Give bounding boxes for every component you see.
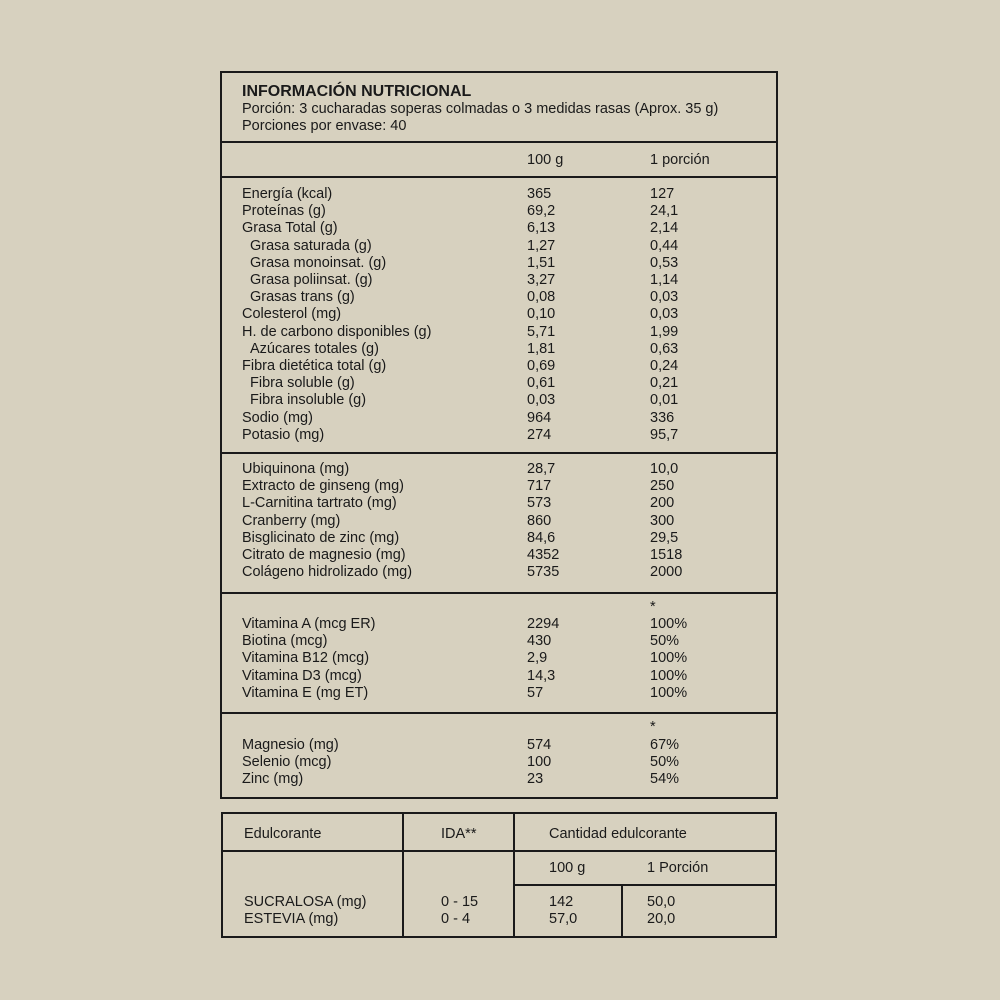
nutrient-row: [222, 341, 776, 358]
value-portion: 50%: [650, 754, 680, 771]
value-100g: 0,69: [527, 358, 556, 374]
nutrient-row: [222, 495, 776, 512]
value-portion: 336: [650, 409, 675, 426]
value-100g: 860: [527, 512, 552, 529]
nutrient-row: [222, 392, 776, 409]
nutrient-name: Grasa monoinsat. (g): [250, 254, 387, 271]
value-100g: 28,7: [527, 461, 556, 477]
nutrient-name: Sodio (mg): [242, 409, 313, 426]
nutrient-name: Vitamina D3 (mcg): [242, 667, 362, 684]
value-100g: 1,27: [527, 237, 556, 254]
portion-text: Porción: 3 cucharadas soperas colmadas o 3 medidas rasas (Aprox. 35 g): [242, 101, 719, 117]
value-100g: 964: [527, 409, 552, 426]
value-portion: 0,03: [650, 306, 679, 323]
nutrient-row: [222, 358, 776, 375]
sweetener-row-portion: 20,0: [647, 911, 676, 927]
nutrient-name: Grasa poliinsat. (g): [250, 272, 373, 288]
value-portion: 200: [650, 495, 675, 512]
value-portion: 10,0: [650, 461, 679, 477]
sweetener-row-name: SUCRALOSA (mg): [244, 894, 367, 910]
divider: [222, 176, 776, 178]
value-portion: 67%: [650, 737, 680, 753]
value-100g: 274: [527, 426, 552, 443]
asterisk-note: *: [650, 719, 656, 735]
value-100g: 1,51: [527, 254, 556, 271]
nutrient-row: [222, 668, 776, 685]
nutrient-name: Citrato de magnesio (mg): [242, 547, 406, 563]
value-100g: 0,10: [527, 306, 556, 323]
value-100g: 84,6: [527, 529, 556, 546]
value-100g: 0,61: [527, 375, 556, 392]
divider: [513, 884, 775, 886]
nutrient-name: Vitamina E (mg ET): [242, 684, 369, 701]
sweetener-row-name: ESTEVIA (mg): [244, 911, 339, 927]
value-portion: 127: [650, 186, 675, 202]
nutrient-name: Magnesio (mg): [242, 737, 339, 753]
nutrient-name: Grasas trans (g): [250, 289, 355, 306]
nutrient-name: Zinc (mg): [242, 771, 304, 788]
asterisk-note: *: [650, 599, 656, 615]
value-portion: 1,99: [650, 323, 679, 340]
nutrient-name: Fibra soluble (g): [250, 375, 355, 392]
nutrient-row: [222, 737, 776, 754]
nutrient-name: Selenio (mcg): [242, 754, 332, 771]
sweetener-col-name: Edulcorante: [244, 826, 322, 842]
value-portion: 0,03: [650, 289, 679, 306]
value-portion: 50%: [650, 633, 680, 650]
value-100g: 573: [527, 495, 552, 512]
nutrient-row: [222, 255, 776, 272]
value-100g: 430: [527, 633, 552, 650]
sweetener-row-100g: 57,0: [549, 911, 578, 927]
nutrient-name: Bisglicinato de zinc (mg): [242, 529, 400, 546]
nutrient-row: [222, 564, 776, 581]
nutrient-name: Fibra insoluble (g): [250, 392, 367, 409]
divider: [222, 592, 776, 594]
value-portion: 2000: [650, 564, 683, 581]
nutrient-name: Ubiquinona (mg): [242, 461, 350, 477]
value-portion: 24,1: [650, 203, 679, 220]
value-100g: 57: [527, 684, 544, 701]
nutrient-name: Colesterol (mg): [242, 306, 342, 323]
nutrient-row: [222, 238, 776, 255]
nutrient-row: [222, 754, 776, 771]
sweetener-row-ida: 0 - 15: [441, 894, 479, 910]
value-100g: 14,3: [527, 667, 556, 684]
sweetener-sub-portion: 1 Porción: [647, 860, 709, 876]
value-100g: 2294: [527, 616, 560, 632]
value-100g: 100: [527, 754, 552, 771]
value-portion: 1,14: [650, 272, 679, 288]
value-100g: 69,2: [527, 203, 556, 220]
divider: [402, 814, 404, 936]
value-100g: 5,71: [527, 323, 556, 340]
value-portion: 0,63: [650, 340, 679, 357]
nutrient-name: Extracto de ginseng (mg): [242, 478, 404, 495]
nutrient-name: Grasa saturada (g): [250, 237, 372, 254]
value-100g: 6,13: [527, 220, 556, 237]
nutrient-row: [222, 410, 776, 427]
value-portion: 0,01: [650, 392, 679, 409]
sweetener-col-ida: IDA**: [441, 826, 477, 842]
value-portion: 100%: [650, 616, 688, 632]
value-portion: 0,53: [650, 254, 679, 271]
divider: [222, 712, 776, 714]
servings-text: Porciones por envase: 40: [242, 118, 407, 134]
value-100g: 23: [527, 771, 544, 788]
divider: [222, 141, 776, 143]
nutrient-name: Potasio (mg): [242, 426, 325, 443]
value-portion: 100%: [650, 650, 688, 667]
nutrient-row: [222, 186, 776, 203]
value-portion: 0,24: [650, 358, 679, 374]
column-header-portion: 1 porción: [650, 152, 710, 168]
nutrient-name: Colágeno hidrolizado (mg): [242, 564, 413, 581]
value-100g: 5735: [527, 564, 560, 581]
nutrient-row: [222, 547, 776, 564]
column-header-100g: 100 g: [527, 152, 564, 168]
nutrient-row: [222, 616, 776, 633]
value-portion: 1518: [650, 547, 683, 563]
value-100g: 3,27: [527, 272, 556, 288]
value-100g: 1,81: [527, 340, 556, 357]
nutrient-row: [222, 513, 776, 530]
value-100g: 0,08: [527, 289, 556, 306]
nutrient-row: [222, 530, 776, 547]
sweetener-col-amount: Cantidad edulcorante: [549, 826, 687, 842]
nutrient-name: Biotina (mcg): [242, 633, 328, 650]
nutrient-row: [222, 324, 776, 341]
nutrient-row: [222, 771, 776, 788]
nutrient-row: [222, 289, 776, 306]
nutrient-row: [222, 220, 776, 237]
divider: [621, 884, 623, 936]
value-portion: 250: [650, 478, 675, 495]
nutrient-row: [222, 478, 776, 495]
divider: [223, 850, 775, 852]
value-100g: 4352: [527, 547, 560, 563]
value-portion: 54%: [650, 771, 680, 788]
sweetener-table: [221, 812, 777, 938]
value-portion: 0,21: [650, 375, 679, 392]
value-100g: 574: [527, 737, 552, 753]
nutrient-name: L-Carnitina tartrato (mg): [242, 495, 397, 512]
value-portion: 100%: [650, 684, 688, 701]
nutrition-table: [220, 71, 778, 799]
value-100g: 365: [527, 186, 552, 202]
value-portion: 29,5: [650, 529, 679, 546]
nutrient-name: Grasa Total (g): [242, 220, 338, 237]
divider: [513, 814, 515, 936]
sweetener-row-portion: 50,0: [647, 894, 676, 910]
value-100g: 717: [527, 478, 552, 495]
nutrient-row: [222, 685, 776, 702]
nutrient-row: [222, 650, 776, 667]
nutrient-name: H. de carbono disponibles (g): [242, 323, 432, 340]
value-100g: 2,9: [527, 650, 548, 667]
nutrient-row: [222, 633, 776, 650]
value-100g: 0,03: [527, 392, 556, 409]
nutrient-name: Proteínas (g): [242, 203, 326, 220]
nutrient-name: Fibra dietética total (g): [242, 358, 387, 374]
value-portion: 300: [650, 512, 675, 529]
nutrient-name: Azúcares totales (g): [250, 340, 379, 357]
nutrient-name: Cranberry (mg): [242, 512, 341, 529]
divider: [222, 452, 776, 454]
nutrient-name: Vitamina B12 (mcg): [242, 650, 370, 667]
nutrient-name: Vitamina A (mcg ER): [242, 616, 376, 632]
nutrient-row: [222, 375, 776, 392]
nutrient-row: [222, 461, 776, 478]
value-portion: 100%: [650, 667, 688, 684]
value-portion: 2,14: [650, 220, 679, 237]
sweetener-row-100g: 142: [549, 894, 574, 910]
nutrient-row: [222, 203, 776, 220]
sweetener-row-ida: 0 - 4: [441, 911, 471, 927]
value-portion: 95,7: [650, 426, 679, 443]
value-portion: 0,44: [650, 237, 679, 254]
nutrient-row: [222, 306, 776, 323]
sweetener-sub-100g: 100 g: [549, 860, 586, 876]
nutrient-row: [222, 272, 776, 289]
table-title: INFORMACIÓN NUTRICIONAL: [242, 83, 472, 100]
nutrient-row: [222, 427, 776, 444]
nutrient-name: Energía (kcal): [242, 186, 333, 202]
